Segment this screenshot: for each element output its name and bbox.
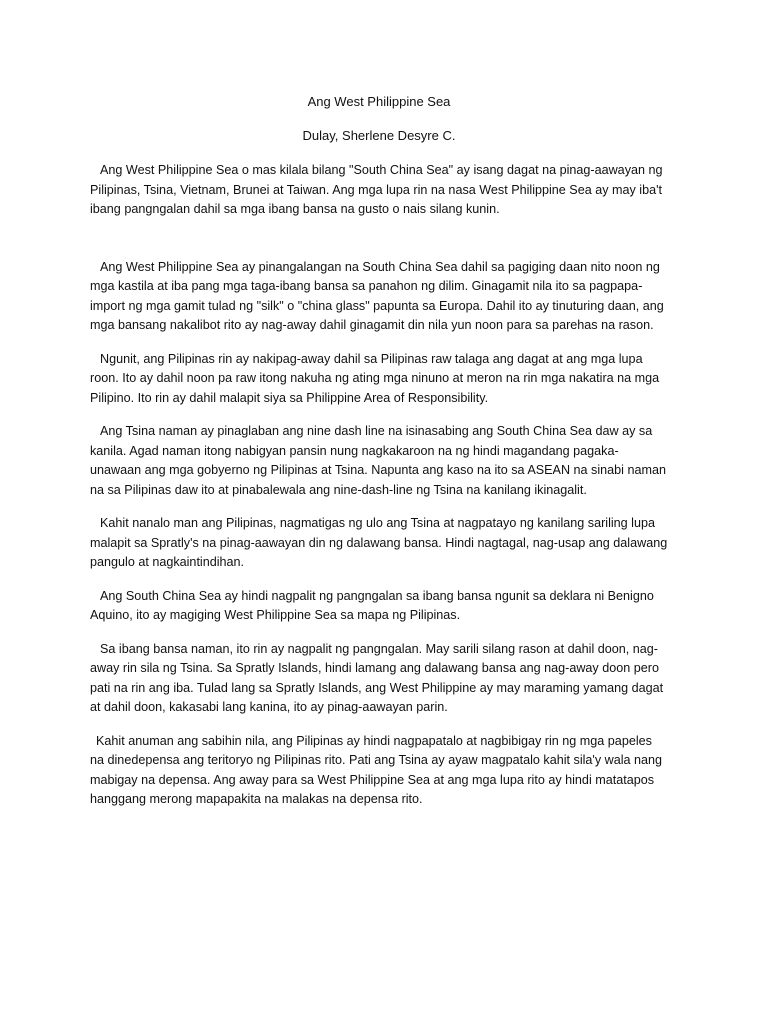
paragraph-2: Ang West Philippine Sea ay pinangalangan na South China Sea dahil sa pagiging daan nito noon ng mga kastila at iba pang mga taga-ibang bansa sa panahon ng dilim. Ginagamit nila ito sa pagpapa-import ng mga gamit tulad ng "silk" o "china glass" papunta sa Europa. Dahil ito ay tinuturing daan, ang mga bansang nakalibot rito ay nag-away dahil ginagamit din nila yun noon para sa parehas na rason. [90,259,664,332]
document-title: Ang West Philippine Sea [307,94,451,109]
paragraph-1: Ang West Philippine Sea o mas kilala bilang "South China Sea" ay isang dagat na pinag-aawayan ng Pilipinas, Tsina, Vietnam, Brunei at Taiwan. Ang mga lupa rin na nasa West Philippine Sea ay may iba't ibang pangngalan dahil sa mga ibang bansa na gusto o nais silang kunin. [90,163,663,216]
paragraph-7: Sa ibang bansa naman, ito rin ay nagpalit ng pangngalan. May sarili silang rason at dahil doon, nag-away rin sila ng Tsina. Sa Spratly Islands, hindi lamang ang dalawang bansa ang nag-away doon pero pati na rin ang iba. Tulad lang sa Spratly Islands, ang West Philippine ay may maraming yamang dagat at dahil doon, kakasabi lang kanina, ito ay pinag-aawayan parin. [90,641,664,714]
paragraph-3: Ngunit, ang Pilipinas rin ay nakipag-away dahil sa Pilipinas raw talaga ang dagat at ang mga lupa roon. Ito ay dahil noon pa raw itong nakuha ng ating mga ninuno at meron na rin mga nakatira na mga Pilipino. Ito rin ay dahil malapit siya sa Philippine Area of Responsibility. [90,351,660,405]
paragraph-5: Kahit nanalo man ang Pilipinas, nagmatigas ng ulo ang Tsina at nagpatayo ng kanilang sariling lupa malapit sa Spratly's na pinag-aawayan din ng dalawang bansa. Hindi nagtagal, nag-usap ang dalawang pangulo at nagkaintindihan. [90,516,668,569]
paragraph-6: Ang South China Sea ay hindi nagpalit ng pangngalan sa ibang bansa ngunit sa deklara ni Benigno Aquino, ito ay magiging West Philippine Sea sa mapa ng Pilipinas. [90,588,654,622]
paragraph-4: Ang Tsina naman ay pinaglaban ang nine dash line na isinasabing ang South China Sea daw ay sa kanila. Agad naman itong nabigyan pansin nung nagkakaroon na ng hindi magandang pagaka-unawaan ang mga gobyerno ng Pilipinas at Tsina. Napunta ang kaso na ito sa ASEAN na sinabi naman na sa Pilipinas daw ito at pinabalewala ang nine-dash-line ng Tsina na kanilang ikinagalit. [90,424,666,497]
paragraph-8: Kahit anuman ang sabihin nila, ang Pilipinas ay hindi nagpapatalo at nagbibigay rin ng mga papeles na dinedepensa ang teritoryo ng Pilipinas rito. Pati ang Tsina ay ayaw magpatalo kahit sila'y wala nang mabigay na depensa. Ang away para sa West Philippine Sea at ang mga lupa rito ay hindi matatapos hanggang merong mapapakita na malakas na depensa rito. [90,733,663,806]
document-author: Dulay, Sherlene Desyre C. [302,128,456,143]
